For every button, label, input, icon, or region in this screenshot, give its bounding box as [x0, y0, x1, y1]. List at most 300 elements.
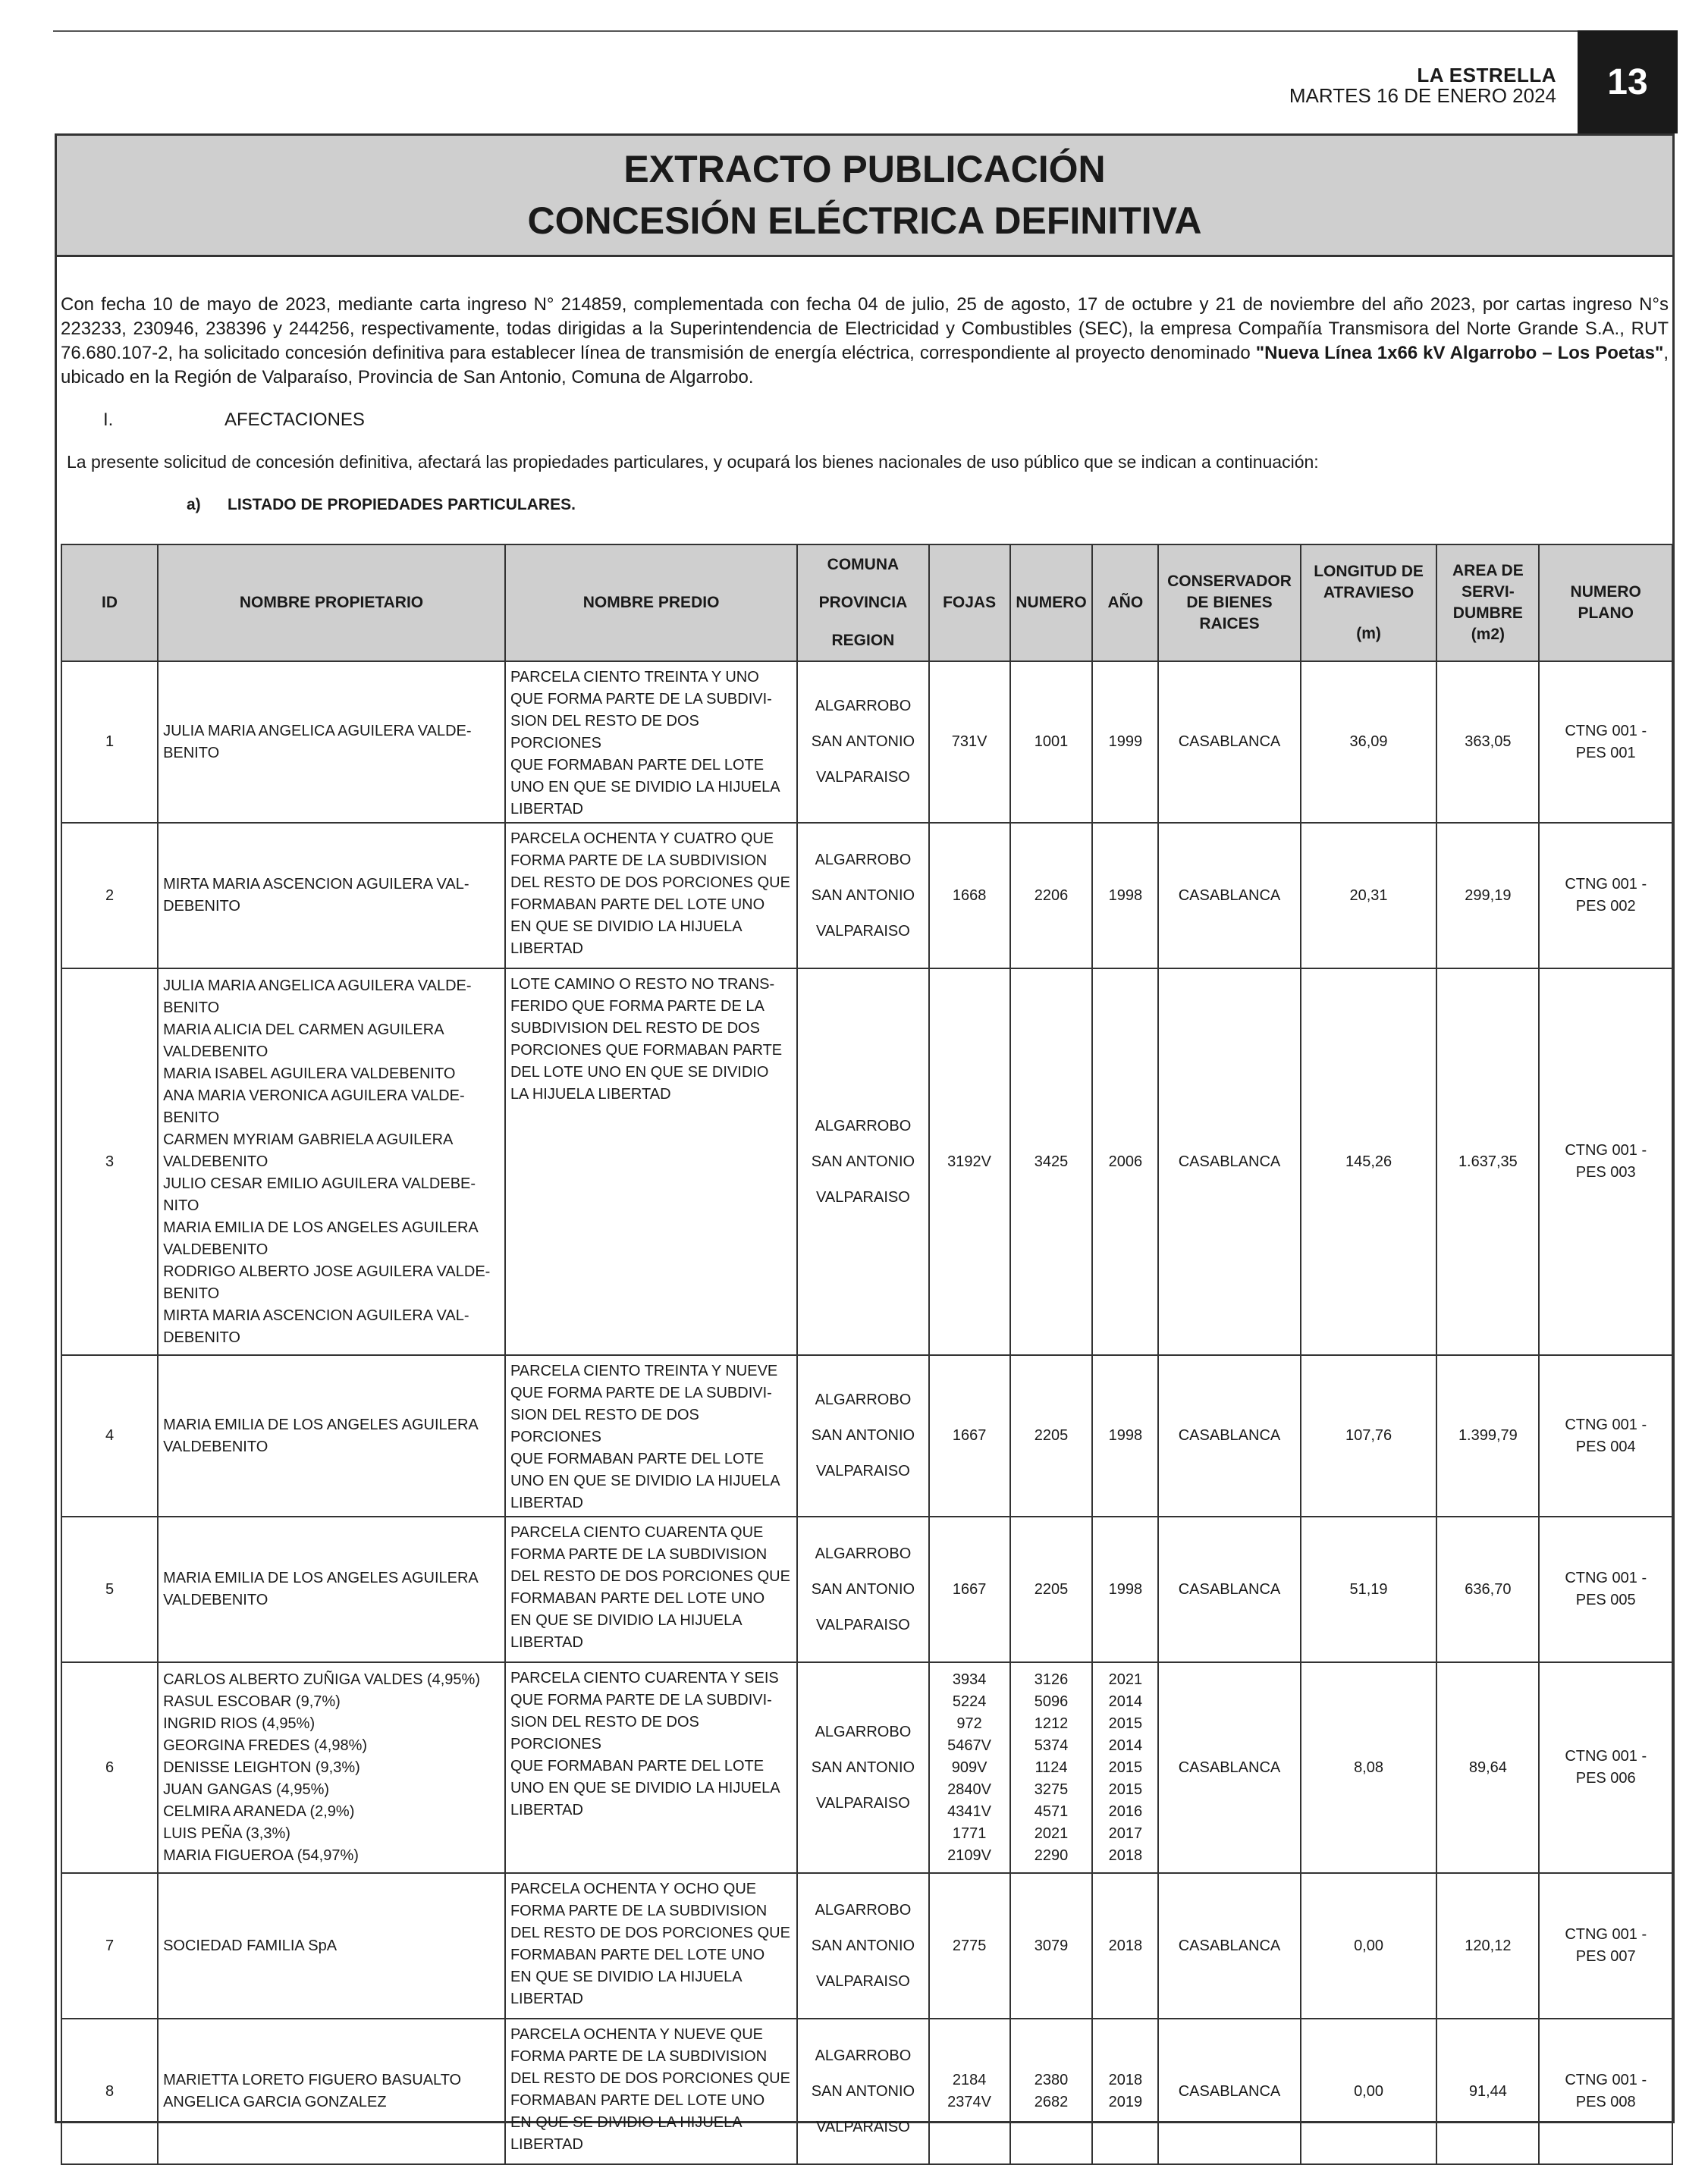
- plano-line: PES 003: [1575, 1164, 1636, 1181]
- cell-longitud: [1301, 1355, 1437, 1517]
- cell-anio: [1092, 1662, 1158, 1873]
- numero-value: 3126: [1034, 1671, 1069, 1688]
- cell-plano: [1539, 2019, 1672, 2164]
- owner-line: NITO: [163, 1197, 199, 1214]
- owner-line: DENISSE LEIGHTON (9,3%): [163, 1759, 360, 1776]
- cell-numero: [1010, 1873, 1093, 2019]
- owner-line: MARIA FIGUEROA (54,97%): [163, 1847, 359, 1864]
- cell-predio: [505, 2019, 797, 2164]
- cell-predio: [505, 968, 797, 1355]
- anio-value: 2014: [1108, 1693, 1143, 1710]
- owner-line: MARIETTA LORETO FIGUERO BASUALTO: [163, 2072, 462, 2088]
- predio-line: SION DEL RESTO DE DOS PORCIONES: [510, 1407, 699, 1445]
- owner-line: GEORGINA FREDES (4,98%): [163, 1737, 368, 1754]
- cell-predio: [505, 1662, 797, 1873]
- numero-value: 5096: [1034, 1693, 1069, 1710]
- owner-line: CARMEN MYRIAM GABRIELA AGUILERA: [163, 1131, 454, 1148]
- header-plano: [1539, 544, 1672, 661]
- header-conservador-line: CONSERVADOR: [1167, 573, 1292, 590]
- predio-line: LIBERTAD: [510, 1802, 583, 1818]
- cell-longitud: [1301, 1662, 1437, 1873]
- conservador-value: CASABLANCA: [1178, 1937, 1281, 1954]
- section-title: AFECTACIONES: [224, 409, 365, 430]
- predio-line: FERIDO QUE FORMA PARTE DE LA: [510, 998, 765, 1015]
- cell-area: [1436, 823, 1539, 968]
- cell-predio: [505, 1355, 797, 1517]
- anio-value: 1999: [1108, 733, 1143, 750]
- anio-value: 2018: [1108, 1937, 1143, 1954]
- owner-line: SOCIEDAD FAMILIA SpA: [163, 1937, 338, 1954]
- numero-value: 2205: [1034, 1427, 1069, 1444]
- comuna-line: VALPARAISO: [816, 1188, 910, 1206]
- masthead: [1289, 65, 1556, 107]
- comuna-line: VALPARAISO: [816, 1463, 910, 1479]
- conservador-value: CASABLANCA: [1178, 1580, 1281, 1598]
- predio-line: SION DEL RESTO DE DOS PORCIONES: [510, 713, 699, 751]
- table-body: [61, 661, 1672, 2164]
- lead-paragraph: La presente solicitud de concesión definitiva, afectará las propiedades particulares, y ocupará los bienes nacionales de uso público que se indican a continuación:: [67, 452, 1319, 472]
- longitud-value: 20,31: [1349, 886, 1388, 904]
- comuna-line: ALGARROBO: [815, 1723, 912, 1740]
- longitud-value: 145,26: [1345, 1153, 1392, 1170]
- plano-line: CTNG 001 -: [1565, 722, 1647, 739]
- anio-value: 2015: [1108, 1759, 1143, 1776]
- cell-fojas: [929, 1355, 1010, 1517]
- header-longitud: [1301, 544, 1437, 661]
- predio-line: LIBERTAD: [510, 801, 583, 817]
- cell-plano: [1539, 1517, 1672, 1662]
- intro-text-before: Con fecha 10 de mayo de 2023, mediante carta ingreso N° 214859, complementada con fecha 04 de julio, 25 de agosto, 17 de octubre y 21 de noviembre del año 2023, por cartas ingreso N°s 223233, 230946, 238396 y 244256, respectivamente, todas dirigidas a la Superintendencia de Electricidad y Combustibles (SEC), la empresa Compañía Transmisora del Norte Grande S.A., RUT 76.680.107-2, ha solicitado concesión definitiva para establecer línea de transmisión de energía eléctrica, correspondiente al proyecto denominado: [61, 294, 1669, 363]
- owner-line: CELMIRA ARANEDA (2,9%): [163, 1803, 355, 1820]
- row-id: 4: [105, 1427, 115, 1444]
- cell-id: [61, 1662, 158, 1873]
- predio-line: QUE FORMABAN PARTE DEL LOTE: [510, 1451, 765, 1467]
- cell-fojas: [929, 823, 1010, 968]
- header-comuna-line: COMUNA: [827, 556, 900, 573]
- numero-value: 2205: [1034, 1580, 1069, 1598]
- predio-line: EN QUE SE DIVIDIO LA HIJUELA: [510, 918, 743, 935]
- cell-anio: [1092, 823, 1158, 968]
- anio-value: 1998: [1108, 886, 1143, 904]
- fojas-value: 2775: [952, 1937, 987, 1954]
- predio-line: SUBDIVISION DEL RESTO DE DOS: [510, 1020, 760, 1037]
- row-id: 1: [105, 733, 115, 750]
- cell-owner: [158, 1517, 505, 1662]
- owner-line: INGRID RIOS (4,95%): [163, 1715, 316, 1732]
- predio-line: EN QUE SE DIVIDIO LA HIJUELA: [510, 1612, 743, 1629]
- owner-line: BENITO: [163, 999, 220, 1016]
- header-conservador-line: DE BIENES: [1186, 594, 1273, 611]
- header-longitud-line: LONGITUD DE: [1314, 563, 1424, 580]
- predio-line: PARCELA OCHENTA Y NUEVE QUE: [510, 2026, 764, 2043]
- cell-anio: [1092, 1517, 1158, 1662]
- owner-line: BENITO: [163, 1285, 220, 1302]
- plano-line: PES 006: [1575, 1770, 1636, 1787]
- cell-comuna: [797, 1662, 928, 1873]
- table-header-row: [61, 544, 1672, 661]
- cell-id: [61, 968, 158, 1355]
- predio-line: PARCELA CIENTO CUARENTA QUE: [510, 1524, 764, 1541]
- cell-anio: [1092, 661, 1158, 823]
- owner-line: CARLOS ALBERTO ZUÑIGA VALDES (4,95%): [163, 1671, 480, 1688]
- plano-line: CTNG 001 -: [1565, 876, 1647, 893]
- predio-line: QUE FORMA PARTE DE LA SUBDIVI-: [510, 1692, 772, 1708]
- numero-value: 5374: [1034, 1737, 1069, 1754]
- cell-longitud: [1301, 823, 1437, 968]
- predio-line: PORCIONES QUE FORMABAN PARTE: [510, 1042, 783, 1059]
- predio-line: FORMABAN PARTE DEL LOTE UNO: [510, 896, 765, 913]
- area-value: 636,70: [1465, 1580, 1512, 1598]
- header-longitud-unit: (m): [1356, 625, 1381, 642]
- header-provincia-line: PROVINCIA: [818, 594, 908, 611]
- cell-plano: [1539, 968, 1672, 1355]
- comuna-line: SAN ANTONIO: [811, 733, 915, 750]
- longitud-value: 107,76: [1345, 1427, 1392, 1444]
- predio-line: FORMA PARTE DE LA SUBDIVISION: [510, 852, 768, 869]
- plano-line: CTNG 001 -: [1565, 1926, 1647, 1943]
- numero-value: 2682: [1034, 2094, 1069, 2110]
- properties-table: [61, 544, 1673, 2165]
- plano-line: PES 004: [1575, 1438, 1636, 1455]
- fojas-value: 2840V: [947, 1781, 992, 1798]
- predio-line: LOTE CAMINO O RESTO NO TRANS-: [510, 976, 775, 993]
- comuna-line: ALGARROBO: [815, 698, 912, 714]
- fojas-value: 3192V: [947, 1153, 992, 1170]
- header-longitud-line: ATRAVIESO: [1323, 584, 1414, 601]
- comuna-line: SAN ANTONIO: [811, 1759, 915, 1776]
- cell-comuna: [797, 1517, 928, 1662]
- anio-value: 2018: [1108, 2072, 1143, 2088]
- header-area-line: SERVI-: [1462, 583, 1515, 601]
- comuna-line: VALPARAISO: [816, 922, 910, 940]
- numero-value: 4571: [1034, 1803, 1069, 1820]
- cell-predio: [505, 1517, 797, 1662]
- area-value: 89,64: [1468, 1759, 1507, 1776]
- cell-numero: [1010, 2019, 1093, 2164]
- plano-line: CTNG 001 -: [1565, 1748, 1647, 1765]
- cell-anio: [1092, 2019, 1158, 2164]
- predio-line: EN QUE SE DIVIDIO LA HIJUELA: [510, 1969, 743, 1985]
- row-id: 5: [105, 1580, 115, 1598]
- predio-line: FORMABAN PARTE DEL LOTE UNO: [510, 1947, 765, 1963]
- intro-text-after: , ubicado en la Región de Valparaíso, Provincia de San Antonio, Comuna de Algarrobo.: [61, 343, 1669, 388]
- cell-predio: [505, 1873, 797, 2019]
- cell-fojas: [929, 661, 1010, 823]
- cell-numero: [1010, 1662, 1093, 1873]
- cell-fojas: [929, 2019, 1010, 2164]
- cell-area: [1436, 1517, 1539, 1662]
- owner-line: JUAN GANGAS (4,95%): [163, 1781, 330, 1798]
- header-comuna: [797, 544, 928, 661]
- table-row: [61, 1662, 1672, 1873]
- predio-line: PARCELA CIENTO TREINTA Y NUEVE: [510, 1363, 778, 1379]
- owner-line: ANGELICA GARCIA GONZALEZ: [163, 2094, 387, 2110]
- header-numero: NUMERO: [1010, 544, 1093, 661]
- cell-comuna: [797, 661, 928, 823]
- cell-anio: [1092, 968, 1158, 1355]
- fojas-value: 2374V: [947, 2094, 992, 2110]
- row-id: 2: [105, 886, 115, 904]
- header-conservador: [1158, 544, 1301, 661]
- cell-owner: [158, 823, 505, 968]
- owner-line: DEBENITO: [163, 898, 240, 915]
- header-area-line: AREA DE: [1452, 562, 1524, 579]
- predio-line: QUE FORMABAN PARTE DEL LOTE: [510, 1758, 765, 1774]
- cell-numero: [1010, 1517, 1093, 1662]
- numero-value: 2021: [1034, 1825, 1069, 1842]
- predio-line: LIBERTAD: [510, 2136, 583, 2153]
- table-row: [61, 2019, 1672, 2164]
- fojas-value: 731V: [951, 733, 987, 750]
- predio-line: DEL RESTO DE DOS PORCIONES QUE: [510, 2070, 790, 2087]
- cell-area: [1436, 1662, 1539, 1873]
- row-id: 7: [105, 1937, 115, 1954]
- conservador-value: CASABLANCA: [1178, 1759, 1281, 1776]
- cell-comuna: [797, 1355, 928, 1517]
- owner-line: MIRTA MARIA ASCENCION AGUILERA VAL-: [163, 1307, 469, 1324]
- cell-predio: [505, 823, 797, 968]
- table-row: [61, 968, 1672, 1355]
- fojas-value: 4341V: [947, 1803, 992, 1820]
- top-rule: [53, 30, 1678, 32]
- cell-id: [61, 1873, 158, 2019]
- cell-area: [1436, 1873, 1539, 2019]
- anio-value: 2006: [1108, 1153, 1143, 1170]
- predio-line: FORMABAN PARTE DEL LOTE UNO: [510, 1590, 765, 1607]
- fojas-value: 5467V: [947, 1737, 992, 1754]
- anio-value: 2017: [1108, 1825, 1143, 1842]
- issue-date: MARTES 16 DE ENERO 2024: [1289, 84, 1556, 108]
- plano-line: CTNG 001 -: [1565, 1570, 1647, 1586]
- area-value: 363,05: [1465, 733, 1512, 750]
- cell-comuna: [797, 968, 928, 1355]
- longitud-value: 0,00: [1354, 2082, 1383, 2100]
- cell-anio: [1092, 1355, 1158, 1517]
- cell-id: [61, 661, 158, 823]
- notice-title: [57, 136, 1672, 257]
- comuna-line: VALPARAISO: [816, 769, 910, 786]
- cell-longitud: [1301, 661, 1437, 823]
- anio-value: 2021: [1108, 1671, 1143, 1688]
- owner-line: BENITO: [163, 744, 220, 761]
- comuna-line: ALGARROBO: [815, 2047, 912, 2064]
- cell-owner: [158, 1873, 505, 2019]
- plano-line: PES 002: [1575, 898, 1636, 915]
- table-row: [61, 1517, 1672, 1662]
- predio-line: QUE FORMA PARTE DE LA SUBDIVI-: [510, 691, 772, 708]
- comuna-line: SAN ANTONIO: [811, 886, 915, 904]
- header-id: ID: [61, 544, 158, 661]
- header-region-line: REGION: [831, 632, 895, 649]
- page-number: 13: [1578, 30, 1678, 133]
- title-line-2: CONCESIÓN ELÉCTRICA DEFINITIVA: [527, 199, 1202, 242]
- anio-value: 2016: [1108, 1803, 1143, 1820]
- cell-owner: [158, 968, 505, 1355]
- table-row: [61, 823, 1672, 968]
- cell-owner: [158, 661, 505, 823]
- longitud-value: 8,08: [1354, 1759, 1383, 1776]
- cell-numero: [1010, 1355, 1093, 1517]
- predio-line: DEL RESTO DE DOS PORCIONES QUE: [510, 1925, 790, 1941]
- conservador-value: CASABLANCA: [1178, 1153, 1281, 1170]
- comuna-line: VALPARAISO: [816, 1616, 910, 1633]
- header-owner: NOMBRE PROPIETARIO: [158, 544, 505, 661]
- predio-line: LIBERTAD: [510, 1991, 583, 2007]
- predio-line: PARCELA OCHENTA Y OCHO QUE: [510, 1881, 757, 1897]
- cell-area: [1436, 661, 1539, 823]
- predio-line: LIBERTAD: [510, 1634, 583, 1651]
- comuna-line: SAN ANTONIO: [811, 2082, 915, 2100]
- comuna-line: ALGARROBO: [815, 1901, 912, 1919]
- fojas-value: 972: [956, 1715, 982, 1732]
- cell-fojas: [929, 968, 1010, 1355]
- plano-line: CTNG 001 -: [1565, 1142, 1647, 1159]
- header-area: [1436, 544, 1539, 661]
- comuna-line: SAN ANTONIO: [811, 1427, 915, 1444]
- header-plano-line: PLANO: [1578, 604, 1634, 622]
- predio-line: LIBERTAD: [510, 1495, 583, 1511]
- cell-conservador: [1158, 1662, 1301, 1873]
- title-line-1: EXTRACTO PUBLICACIÓN: [623, 148, 1106, 190]
- fojas-value: 1771: [952, 1825, 987, 1842]
- longitud-value: 51,19: [1349, 1580, 1388, 1598]
- owner-line: RODRIGO ALBERTO JOSE AGUILERA VALDE-: [163, 1263, 491, 1280]
- anio-value: 2014: [1108, 1737, 1143, 1754]
- cell-plano: [1539, 1662, 1672, 1873]
- plano-line: CTNG 001 -: [1565, 2072, 1647, 2088]
- fojas-value: 1667: [952, 1580, 987, 1598]
- anio-value: 2015: [1108, 1781, 1143, 1798]
- predio-line: LA HIJUELA LIBERTAD: [510, 1086, 671, 1103]
- row-id: 6: [105, 1759, 115, 1776]
- cell-fojas: [929, 1517, 1010, 1662]
- anio-value: 1998: [1108, 1427, 1143, 1444]
- cell-owner: [158, 1355, 505, 1517]
- plano-line: PES 008: [1575, 2094, 1636, 2110]
- conservador-value: CASABLANCA: [1178, 2082, 1281, 2100]
- cell-conservador: [1158, 823, 1301, 968]
- cell-fojas: [929, 1873, 1010, 2019]
- cell-conservador: [1158, 661, 1301, 823]
- header-fojas: FOJAS: [929, 544, 1010, 661]
- conservador-value: CASABLANCA: [1178, 886, 1281, 904]
- predio-line: UNO EN QUE SE DIVIDIO LA HIJUELA: [510, 1473, 780, 1489]
- owner-line: ANA MARIA VERONICA AGUILERA VALDE-: [163, 1087, 465, 1104]
- comuna-line: VALPARAISO: [816, 1972, 910, 1990]
- intro-paragraph: [61, 293, 1669, 390]
- cell-comuna: [797, 1873, 928, 2019]
- newspaper-name: LA ESTRELLA: [1417, 64, 1556, 86]
- predio-line: UNO EN QUE SE DIVIDIO LA HIJUELA: [510, 1780, 780, 1796]
- project-name: "Nueva Línea 1x66 kV Algarrobo – Los Poetas": [1255, 343, 1664, 363]
- plano-line: PES 007: [1575, 1948, 1636, 1965]
- cell-longitud: [1301, 1517, 1437, 1662]
- owner-line: VALDEBENITO: [163, 1043, 268, 1060]
- cell-id: [61, 2019, 158, 2164]
- owner-line: JULIO CESAR EMILIO AGUILERA VALDEBE-: [163, 1175, 476, 1192]
- header-conservador-line: RAICES: [1199, 615, 1260, 632]
- area-value: 1.399,79: [1458, 1427, 1518, 1444]
- cell-plano: [1539, 823, 1672, 968]
- cell-comuna: [797, 2019, 928, 2164]
- owner-line: RASUL ESCOBAR (9,7%): [163, 1693, 341, 1710]
- cell-fojas: [929, 1662, 1010, 1873]
- anio-value: 2015: [1108, 1715, 1143, 1732]
- table-row: [61, 661, 1672, 823]
- predio-line: FORMA PARTE DE LA SUBDIVISION: [510, 1546, 768, 1563]
- row-id: 3: [105, 1153, 115, 1170]
- owner-line: LUIS PEÑA (3,3%): [163, 1825, 290, 1842]
- table-row: [61, 1873, 1672, 2019]
- header-plano-line: NUMERO: [1570, 583, 1641, 601]
- anio-value: 2018: [1108, 1847, 1143, 1864]
- predio-line: UNO EN QUE SE DIVIDIO LA HIJUELA: [510, 779, 780, 795]
- cell-longitud: [1301, 1873, 1437, 2019]
- predio-line: FORMA PARTE DE LA SUBDIVISION: [510, 1903, 768, 1919]
- comuna-line: ALGARROBO: [815, 1545, 912, 1562]
- predio-line: DEL RESTO DE DOS PORCIONES QUE: [510, 874, 790, 891]
- subsection-heading: [187, 496, 576, 514]
- owner-line: MARIA EMILIA DE LOS ANGELES AGUILERA: [163, 1570, 479, 1586]
- cell-plano: [1539, 661, 1672, 823]
- cell-plano: [1539, 1873, 1672, 2019]
- numero-value: 1212: [1034, 1715, 1069, 1732]
- owner-line: MIRTA MARIA ASCENCION AGUILERA VAL-: [163, 876, 469, 893]
- section-number: I.: [103, 409, 114, 430]
- predio-line: PARCELA OCHENTA Y CUATRO QUE: [510, 830, 774, 847]
- owner-line: MARIA ALICIA DEL CARMEN AGUILERA: [163, 1021, 444, 1038]
- cell-conservador: [1158, 1355, 1301, 1517]
- area-value: 299,19: [1465, 886, 1512, 904]
- cell-longitud: [1301, 968, 1437, 1355]
- owner-line: VALDEBENITO: [163, 1592, 268, 1608]
- predio-line: DEL RESTO DE DOS PORCIONES QUE: [510, 1568, 790, 1585]
- predio-line: SION DEL RESTO DE DOS PORCIONES: [510, 1714, 699, 1752]
- header-area-unit: (m2): [1471, 626, 1505, 643]
- owner-line: VALDEBENITO: [163, 1153, 268, 1170]
- subsection-title: LISTADO DE PROPIEDADES PARTICULARES.: [228, 496, 576, 513]
- cell-owner: [158, 2019, 505, 2164]
- owner-line: VALDEBENITO: [163, 1438, 268, 1455]
- header-predio: NOMBRE PREDIO: [505, 544, 797, 661]
- header-anio: AÑO: [1092, 544, 1158, 661]
- header-area-line: DUMBRE: [1452, 604, 1523, 622]
- numero-value: 3425: [1034, 1153, 1069, 1170]
- fojas-value: 1667: [952, 1427, 987, 1444]
- table-row: [61, 1355, 1672, 1517]
- area-value: 91,44: [1468, 2082, 1507, 2100]
- predio-line: QUE FORMA PARTE DE LA SUBDIVI-: [510, 1385, 772, 1401]
- predio-line: PARCELA CIENTO TREINTA Y UNO: [510, 669, 759, 686]
- cell-id: [61, 1355, 158, 1517]
- conservador-value: CASABLANCA: [1178, 733, 1281, 750]
- owner-line: DEBENITO: [163, 1329, 240, 1346]
- fojas-value: 1668: [952, 886, 987, 904]
- numero-value: 3275: [1034, 1781, 1069, 1798]
- plano-line: CTNG 001 -: [1565, 1416, 1647, 1433]
- owner-line: MARIA EMILIA DE LOS ANGELES AGUILERA: [163, 1416, 479, 1433]
- cell-id: [61, 1517, 158, 1662]
- area-value: 1.637,35: [1458, 1153, 1518, 1170]
- cell-plano: [1539, 1355, 1672, 1517]
- anio-value: 1998: [1108, 1580, 1143, 1598]
- conservador-value: CASABLANCA: [1178, 1427, 1281, 1444]
- predio-line: FORMABAN PARTE DEL LOTE UNO: [510, 2092, 765, 2109]
- predio-line: EN QUE SE DIVIDIO LA HIJUELA: [510, 2114, 743, 2131]
- cell-owner: [158, 1662, 505, 1873]
- comuna-line: SAN ANTONIO: [811, 1580, 915, 1598]
- plano-line: PES 001: [1575, 744, 1636, 761]
